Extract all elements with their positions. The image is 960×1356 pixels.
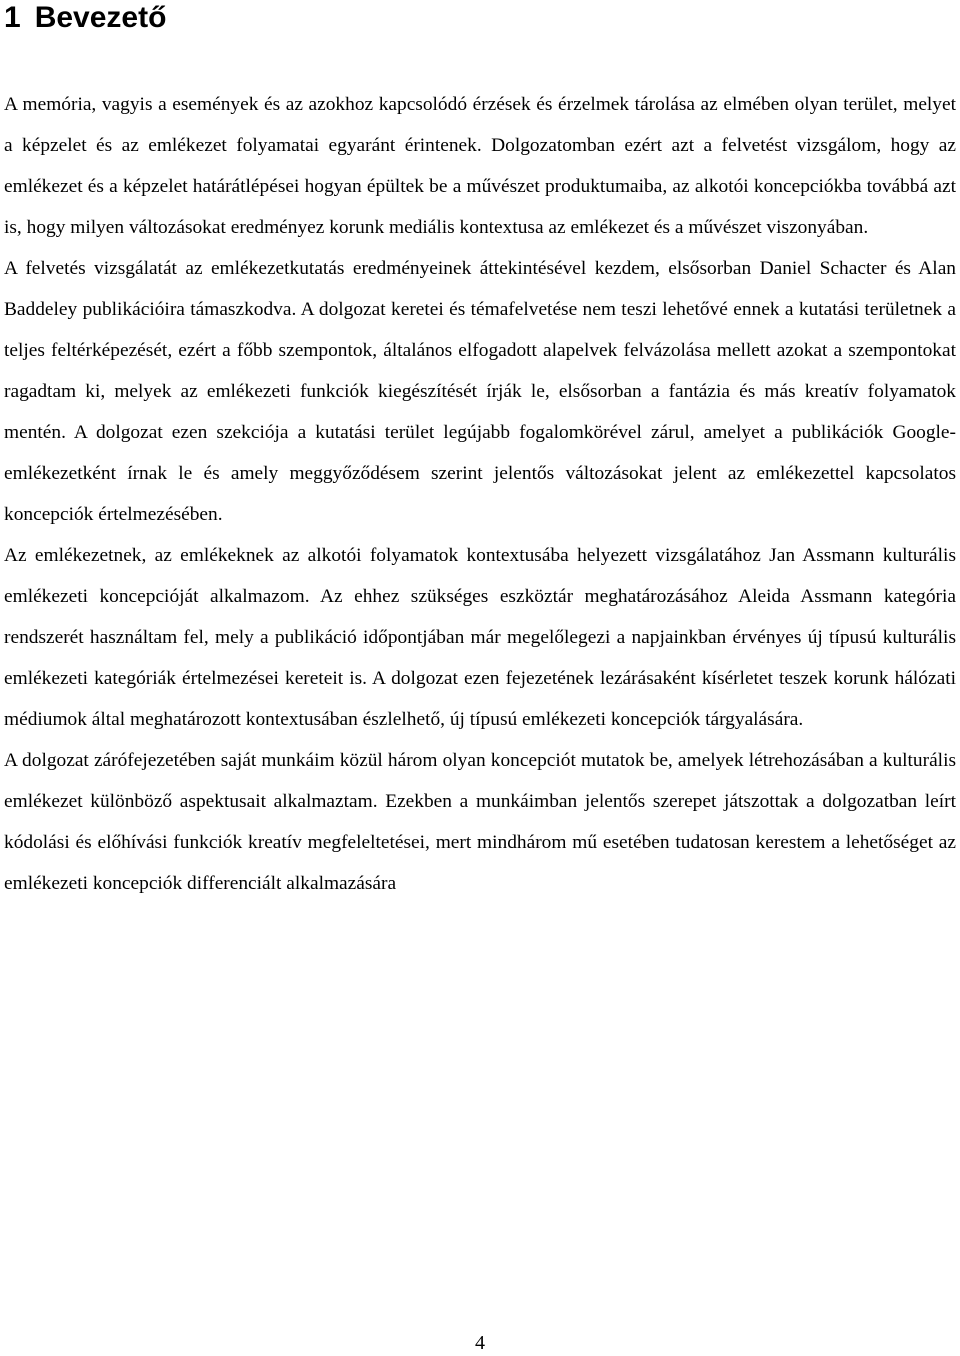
page-number: 4 xyxy=(475,1332,485,1354)
paragraph-intro: A memória, vagyis a események és az azokhoz kapcsolódó érzések és érzelmek tárolása az elmében olyan terület, melyet a képzelet és az emlékezet folyamatai egyaránt érintenek. Dolgozatomban ezért azt a felvetést vizsgálom, hogy az emlékezet és a képzelet határátlépései hogyan épültek be a művészet produktumaiba, az alkotói koncepciókba továbbá azt is, hogy milyen változásokat eredményez korunk mediális kontextusa az emlékezet és a művészet viszonyában. xyxy=(4,94,956,238)
paragraph-cultural-memory: Az emlékezetnek, az emlékeknek az alkotói folyamatok kontextusába helyezett vizsgálatához Jan Assmann kulturális emlékezeti koncepcióját alkalmazom. Az ehhez szükséges eszköztár meghatározásához Aleida Assmann kategória rendszerét használtam fel, mely a publikáció időpontjában már megelőlegezi a napjainkban érvényes új típusú kulturális emlékezeti kategóriák értelmezései kereteit is. A dolgozat ezen fejezetének lezárásaként kísérletet teszek korunk hálózati médiumok által meghatározott kontextusában észlelhető, új típusú emlékezeti koncepciók tárgyalására. xyxy=(4,545,956,730)
chapter-number: 1 xyxy=(4,1,21,34)
paragraph-own-works: A dolgozat zárófejezetében saját munkáim közül három olyan koncepciót mutatok be, amelyek létrehozásában a kulturális emlékezet különböző aspektusait alkalmaztam. Ezekben a munkáimban jelentős szerepet játszottak a dolgozatban leírt kódolási és előhívási funkciók kreatív megfeleltetései, mert mindhárom mű esetében tudatosan kerestem a lehetőséget az emlékezeti koncepciók differenciált alkalmazására xyxy=(4,750,956,894)
body-text xyxy=(4,84,956,904)
paragraph-memory-research: A felvetés vizsgálatát az emlékezetkutatás eredményeinek áttekintésével kezdem, elsősorban Daniel Schacter és Alan Baddeley publikációira támaszkodva. A dolgozat keretei és témafelvetése nem teszi lehetővé ennek a kutatási területnek a teljes feltérképezését, ezért a főbb szempontok, általános elfogadott alapelvek felvázolása mellett azokat a szempontokat ragadtam ki, melyek az emlékezeti funkciók kiegészítését írják le, elsősorban a fantázia és más kreatív folyamatok mentén. A dolgozat ezen szekciója a kutatási terület legújabb fogalomkörével zárul, amelyet a publikációk Google-emlékezetként írnak le és amely meggyőződésem szerint jelentős változásokat jelent az emlékezettel kapcsolatos koncepciók értelmezésében. xyxy=(4,258,956,525)
chapter-title: Bevezető xyxy=(34,1,167,34)
chapter-heading xyxy=(4,0,166,36)
